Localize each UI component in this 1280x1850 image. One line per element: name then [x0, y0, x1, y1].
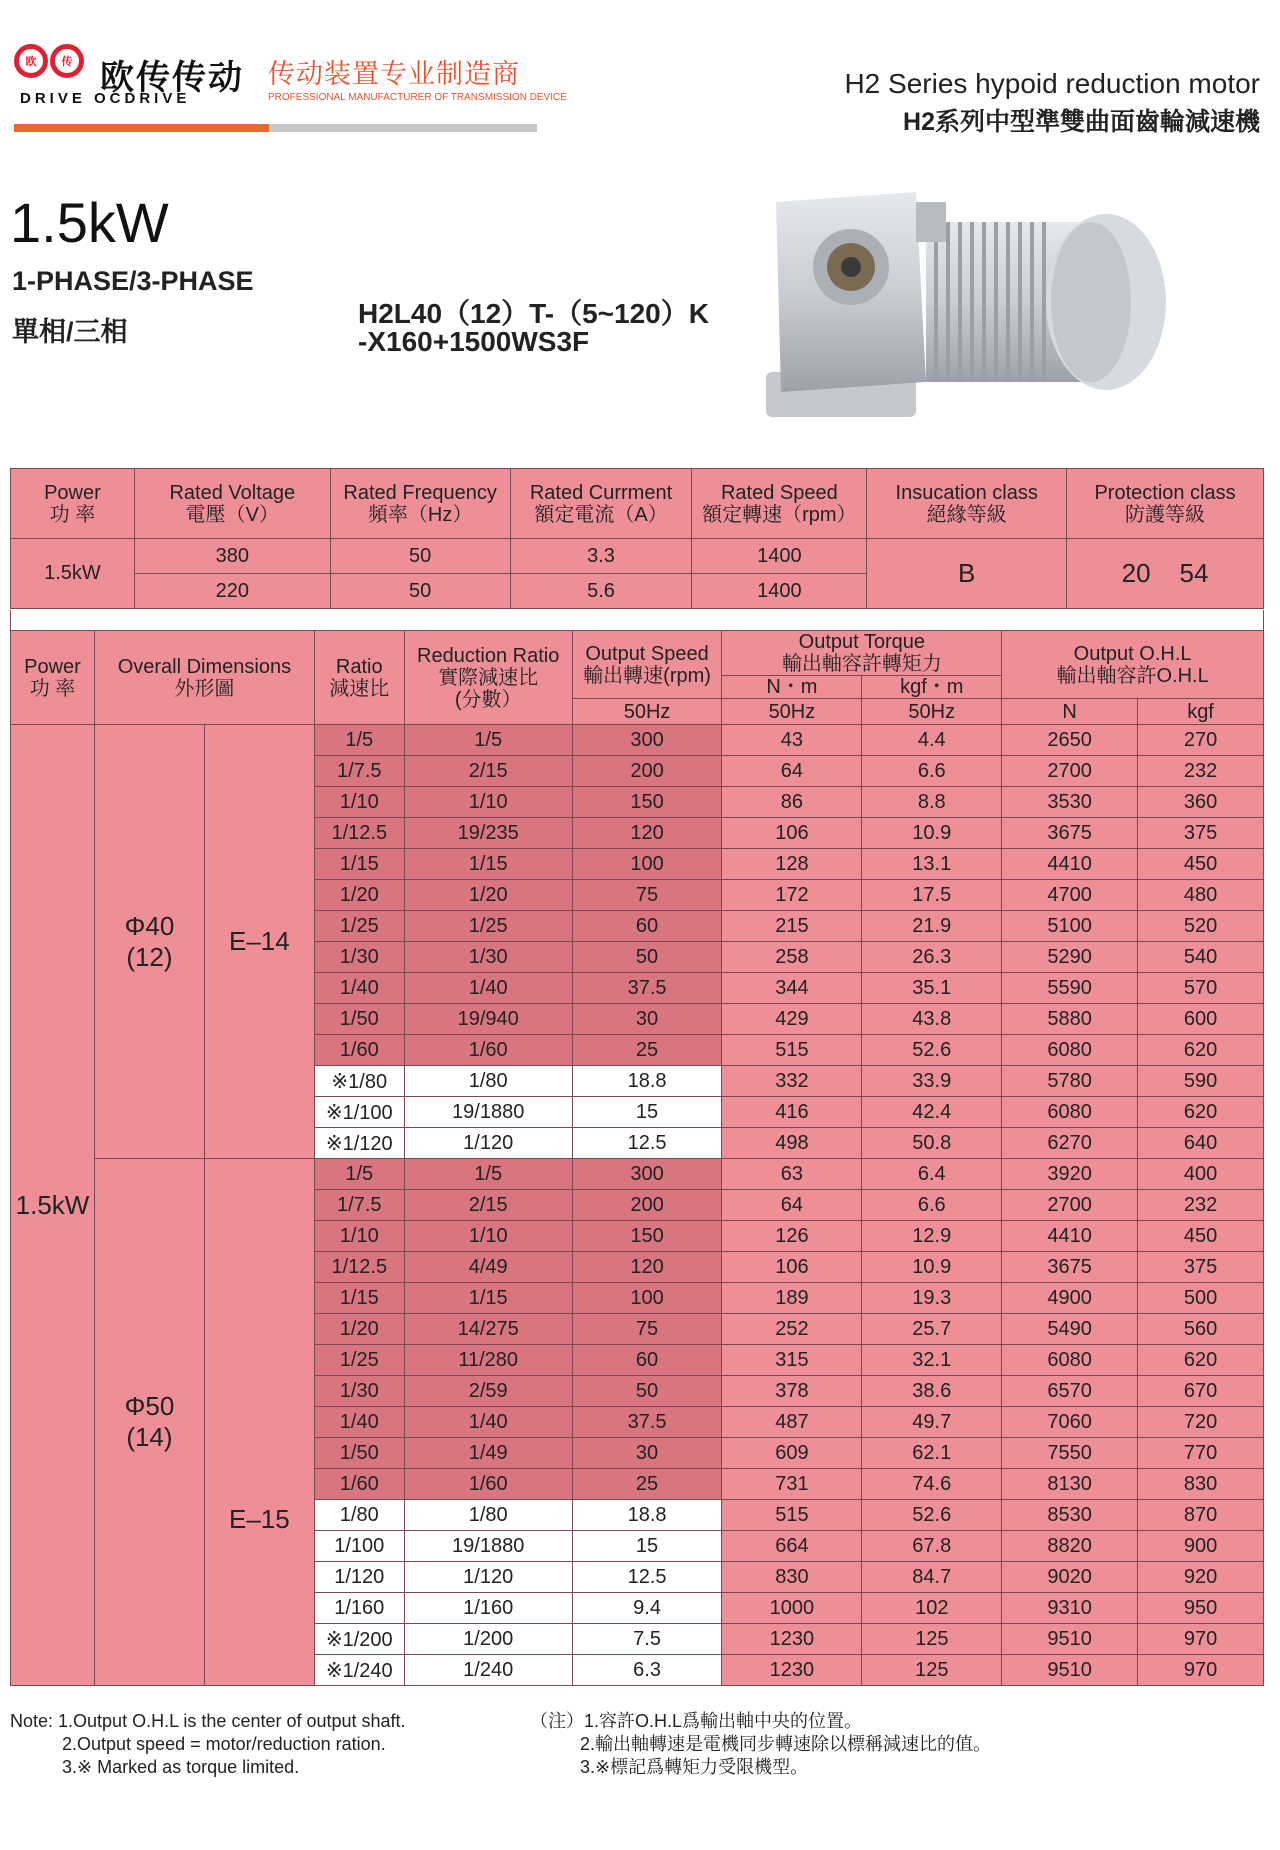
model-code-line2: -X160+1500WS3F [358, 326, 590, 357]
torque-nm-cell: 86 [722, 787, 862, 818]
ratio-cell: 1/7.5 [314, 756, 404, 787]
ratio-cell: 1/15 [314, 849, 404, 880]
ohl-n-cell: 2650 [1002, 725, 1138, 756]
torque-nm-cell: 1000 [722, 1593, 862, 1624]
ohl-n-cell: 5780 [1002, 1066, 1138, 1097]
model-code-line1: H2L40（12）T-（5~120）K [358, 298, 709, 329]
torque-kgfm-cell: 125 [862, 1655, 1002, 1686]
torque-nm-cell: 498 [722, 1128, 862, 1159]
series-title-en: H2 Series hypoid reduction motor [844, 68, 1260, 99]
rating-insulation: B [867, 539, 1067, 609]
note-line: 3.※標記爲轉矩力受限機型。 [580, 1757, 809, 1777]
speed-cell: 37.5 [572, 973, 722, 1004]
dimension-code: E–15 [204, 1159, 314, 1686]
note-line: 2.Output speed = motor/reduction ration. [62, 1734, 386, 1754]
ohl-n-cell: 6270 [1002, 1128, 1138, 1159]
speed-cell: 12.5 [572, 1128, 722, 1159]
torque-nm-cell: 344 [722, 973, 862, 1004]
reduction-cell: 2/59 [404, 1376, 572, 1407]
ratio-cell: 1/10 [314, 1221, 404, 1252]
note-line: （注）1.容許O.H.L爲輸出軸中央的位置。 [530, 1711, 863, 1731]
reduction-cell: 4/49 [404, 1252, 572, 1283]
ratio-cell: 1/10 [314, 787, 404, 818]
ratio-cell: 1/12.5 [314, 1252, 404, 1283]
ratio-cell: 1/60 [314, 1035, 404, 1066]
ohl-kgf-cell: 360 [1138, 787, 1264, 818]
reduction-cell: 1/60 [404, 1035, 572, 1066]
ohl-n-cell: 3920 [1002, 1159, 1138, 1190]
rating-frequency: 50 [330, 574, 510, 609]
ohl-kgf-cell: 640 [1138, 1128, 1264, 1159]
torque-nm-cell: 416 [722, 1097, 862, 1128]
speed-cell: 30 [572, 1438, 722, 1469]
torque-nm-cell: 215 [722, 911, 862, 942]
ohl-n-cell: 9020 [1002, 1562, 1138, 1593]
spec-header-ohl-n: N [1002, 699, 1138, 725]
speed-cell: 100 [572, 849, 722, 880]
torque-kgfm-cell: 42.4 [862, 1097, 1002, 1128]
torque-kgfm-cell: 49.7 [862, 1407, 1002, 1438]
torque-kgfm-cell: 21.9 [862, 911, 1002, 942]
reduction-cell: 1/25 [404, 911, 572, 942]
speed-cell: 75 [572, 1314, 722, 1345]
rating-header-frequency: Rated Frequency 頻率（Hz） [330, 469, 510, 539]
ohl-n-cell: 6080 [1002, 1097, 1138, 1128]
ratio-cell: 1/30 [314, 1376, 404, 1407]
speed-cell: 300 [572, 725, 722, 756]
ohl-kgf-cell: 375 [1138, 818, 1264, 849]
ratio-cell: ※1/100 [314, 1097, 404, 1128]
reduction-cell: 1/240 [404, 1655, 572, 1686]
rating-current: 5.6 [510, 574, 692, 609]
torque-nm-cell: 487 [722, 1407, 862, 1438]
speed-cell: 15 [572, 1097, 722, 1128]
rating-speed: 1400 [692, 574, 867, 609]
speed-cell: 6.3 [572, 1655, 722, 1686]
torque-nm-cell: 63 [722, 1159, 862, 1190]
torque-nm-cell: 64 [722, 1190, 862, 1221]
ohl-kgf-cell: 450 [1138, 849, 1264, 880]
rating-table [10, 468, 1264, 609]
ohl-n-cell: 8130 [1002, 1469, 1138, 1500]
ohl-kgf-cell: 770 [1138, 1438, 1264, 1469]
spec-header-torque: Output Torque 輸出軸容許轉矩力 [722, 631, 1002, 676]
spec-power: 1.5kW [11, 725, 95, 1686]
ohl-n-cell: 9510 [1002, 1655, 1138, 1686]
spec-header-torque-hz: 50Hz [722, 699, 862, 725]
ohl-n-cell: 9510 [1002, 1624, 1138, 1655]
note-line: 2.輸出軸轉速是電機同步轉速除以標稱減速比的值。 [580, 1734, 992, 1754]
ohl-kgf-cell: 870 [1138, 1500, 1264, 1531]
torque-kgfm-cell: 13.1 [862, 849, 1002, 880]
ratio-cell: 1/40 [314, 1407, 404, 1438]
reduction-cell: 14/275 [404, 1314, 572, 1345]
logo-gear-right-icon: 传 [50, 44, 84, 78]
header-bar-grey [269, 124, 537, 132]
ohl-kgf-cell: 480 [1138, 880, 1264, 911]
spec-header-nm: N・m [722, 676, 862, 699]
reduction-cell: 1/10 [404, 1221, 572, 1252]
ohl-kgf-cell: 830 [1138, 1469, 1264, 1500]
ohl-n-cell: 3675 [1002, 1252, 1138, 1283]
ohl-n-cell: 6080 [1002, 1345, 1138, 1376]
ratio-cell: ※1/200 [314, 1624, 404, 1655]
reduction-cell: 1/5 [404, 725, 572, 756]
ohl-kgf-cell: 670 [1138, 1376, 1264, 1407]
torque-kgfm-cell: 17.5 [862, 880, 1002, 911]
torque-nm-cell: 172 [722, 880, 862, 911]
torque-nm-cell: 609 [722, 1438, 862, 1469]
tagline-en: PROFESSIONAL MANUFACTURER OF TRANSMISSION DEVICE [268, 92, 567, 103]
speed-cell: 12.5 [572, 1562, 722, 1593]
spec-header-row [11, 631, 1264, 676]
torque-kgfm-cell: 33.9 [862, 1066, 1002, 1097]
brand-name-cn: 欧传传动 [100, 59, 244, 97]
ratio-cell: 1/25 [314, 1345, 404, 1376]
table-divider [10, 610, 1264, 632]
reduction-cell: 2/15 [404, 756, 572, 787]
rating-header-voltage: Rated Voltage 電壓（V） [134, 469, 330, 539]
torque-nm-cell: 332 [722, 1066, 862, 1097]
ohl-n-cell: 6080 [1002, 1035, 1138, 1066]
rating-frequency: 50 [330, 539, 510, 574]
rating-header-row [11, 469, 1264, 539]
reduction-cell: 1/120 [404, 1128, 572, 1159]
torque-nm-cell: 1230 [722, 1655, 862, 1686]
ratio-cell: 1/80 [314, 1500, 404, 1531]
torque-kgfm-cell: 6.4 [862, 1159, 1002, 1190]
ratio-cell: 1/100 [314, 1531, 404, 1562]
rating-row [11, 539, 1264, 574]
ohl-n-cell: 3675 [1002, 818, 1138, 849]
rating-power: 1.5kW [11, 539, 135, 609]
ohl-n-cell: 3530 [1002, 787, 1138, 818]
ratio-cell: ※1/80 [314, 1066, 404, 1097]
torque-nm-cell: 731 [722, 1469, 862, 1500]
ratio-cell: 1/160 [314, 1593, 404, 1624]
ratio-cell: 1/30 [314, 942, 404, 973]
speed-cell: 18.8 [572, 1066, 722, 1097]
reduction-cell: 1/160 [404, 1593, 572, 1624]
ohl-kgf-cell: 232 [1138, 756, 1264, 787]
speed-cell: 60 [572, 911, 722, 942]
torque-kgfm-cell: 43.8 [862, 1004, 1002, 1035]
speed-cell: 9.4 [572, 1593, 722, 1624]
speed-cell: 100 [572, 1283, 722, 1314]
spec-header-torque-hz: 50Hz [862, 699, 1002, 725]
spec-header-speed: Output Speed 輸出轉速(rpm) [572, 631, 722, 699]
ohl-n-cell: 2700 [1002, 756, 1138, 787]
spec-header-ohl: Output O.H.L 輸出軸容許O.H.L [1002, 631, 1264, 699]
reduction-cell: 1/200 [404, 1624, 572, 1655]
torque-nm-cell: 515 [722, 1500, 862, 1531]
spec-table [10, 630, 1264, 1686]
ohl-kgf-cell: 540 [1138, 942, 1264, 973]
ohl-n-cell: 5100 [1002, 911, 1138, 942]
ohl-kgf-cell: 400 [1138, 1159, 1264, 1190]
speed-cell: 120 [572, 818, 722, 849]
ohl-n-cell: 9310 [1002, 1593, 1138, 1624]
ohl-kgf-cell: 950 [1138, 1593, 1264, 1624]
reduction-cell: 1/30 [404, 942, 572, 973]
spec-header-ratio: Ratio 減速比 [314, 631, 404, 725]
spec-row [11, 725, 1264, 756]
torque-kgfm-cell: 10.9 [862, 1252, 1002, 1283]
rating-voltage: 380 [134, 539, 330, 574]
torque-nm-cell: 515 [722, 1035, 862, 1066]
ohl-n-cell: 4410 [1002, 849, 1138, 880]
ratio-cell: 1/50 [314, 1438, 404, 1469]
torque-kgfm-cell: 26.3 [862, 942, 1002, 973]
reduction-cell: 11/280 [404, 1345, 572, 1376]
ratio-cell: 1/5 [314, 1159, 404, 1190]
torque-kgfm-cell: 84.7 [862, 1562, 1002, 1593]
reduction-cell: 19/1880 [404, 1097, 572, 1128]
brand-logo-icon [14, 40, 94, 90]
reduction-cell: 2/15 [404, 1190, 572, 1221]
torque-nm-cell: 830 [722, 1562, 862, 1593]
torque-nm-cell: 1230 [722, 1624, 862, 1655]
ratio-cell: 1/5 [314, 725, 404, 756]
torque-nm-cell: 378 [722, 1376, 862, 1407]
torque-nm-cell: 429 [722, 1004, 862, 1035]
torque-kgfm-cell: 10.9 [862, 818, 1002, 849]
speed-cell: 7.5 [572, 1624, 722, 1655]
ohl-n-cell: 8530 [1002, 1500, 1138, 1531]
torque-kgfm-cell: 8.8 [862, 787, 1002, 818]
spec-header-power: Power 功 率 [11, 631, 95, 725]
reduction-cell: 19/1880 [404, 1531, 572, 1562]
reduction-cell: 1/20 [404, 880, 572, 911]
ratio-cell: ※1/120 [314, 1128, 404, 1159]
torque-nm-cell: 43 [722, 725, 862, 756]
speed-cell: 60 [572, 1345, 722, 1376]
torque-kgfm-cell: 38.6 [862, 1376, 1002, 1407]
ohl-kgf-cell: 900 [1138, 1531, 1264, 1562]
ohl-n-cell: 5880 [1002, 1004, 1138, 1035]
spec-row [11, 1159, 1264, 1190]
ratio-cell: 1/20 [314, 1314, 404, 1345]
note-line: 3.※ Marked as torque limited. [62, 1757, 300, 1777]
spec-table-body [11, 725, 1264, 1686]
torque-kgfm-cell: 67.8 [862, 1531, 1002, 1562]
reduction-cell: 19/235 [404, 818, 572, 849]
ohl-kgf-cell: 970 [1138, 1655, 1264, 1686]
torque-kgfm-cell: 125 [862, 1624, 1002, 1655]
reduction-cell: 1/15 [404, 849, 572, 880]
ohl-kgf-cell: 920 [1138, 1562, 1264, 1593]
gear-motor-image [766, 182, 1176, 420]
ohl-kgf-cell: 500 [1138, 1283, 1264, 1314]
ratio-cell: 1/20 [314, 880, 404, 911]
rating-protection: 20 54 [1067, 539, 1264, 609]
torque-nm-cell: 126 [722, 1221, 862, 1252]
torque-nm-cell: 106 [722, 1252, 862, 1283]
tagline-cn: 传动装置专业制造商 [268, 59, 520, 89]
speed-cell: 75 [572, 880, 722, 911]
torque-nm-cell: 64 [722, 756, 862, 787]
ohl-kgf-cell: 620 [1138, 1345, 1264, 1376]
page-header [0, 0, 1280, 140]
ohl-n-cell: 2700 [1002, 1190, 1138, 1221]
ratio-cell: 1/50 [314, 1004, 404, 1035]
dimension-shaft: Φ50 (14) [94, 1159, 204, 1686]
ohl-kgf-cell: 375 [1138, 1252, 1264, 1283]
dimension-shaft: Φ40 (12) [94, 725, 204, 1159]
torque-kgfm-cell: 6.6 [862, 1190, 1002, 1221]
ohl-kgf-cell: 560 [1138, 1314, 1264, 1345]
torque-kgfm-cell: 12.9 [862, 1221, 1002, 1252]
torque-kgfm-cell: 62.1 [862, 1438, 1002, 1469]
ohl-n-cell: 8820 [1002, 1531, 1138, 1562]
ohl-kgf-cell: 970 [1138, 1624, 1264, 1655]
torque-kgfm-cell: 35.1 [862, 973, 1002, 1004]
torque-kgfm-cell: 25.7 [862, 1314, 1002, 1345]
notes-cn [530, 1710, 991, 1779]
ohl-kgf-cell: 232 [1138, 1190, 1264, 1221]
dimension-code: E–14 [204, 725, 314, 1159]
torque-nm-cell: 106 [722, 818, 862, 849]
reduction-cell: 1/40 [404, 973, 572, 1004]
rating-header-speed: Rated Speed 額定轉速（rpm） [692, 469, 867, 539]
ohl-kgf-cell: 570 [1138, 973, 1264, 1004]
reduction-cell: 1/120 [404, 1562, 572, 1593]
spec-header-speed-hz: 50Hz [572, 699, 722, 725]
torque-kgfm-cell: 52.6 [862, 1500, 1002, 1531]
power-title: 1.5kW [10, 191, 169, 254]
reduction-cell: 1/10 [404, 787, 572, 818]
note-line: Note: 1.Output O.H.L is the center of output shaft. [10, 1711, 406, 1731]
speed-cell: 150 [572, 787, 722, 818]
spec-header-ohl-kgf: kgf [1138, 699, 1264, 725]
reduction-cell: 1/15 [404, 1283, 572, 1314]
rating-speed: 1400 [692, 539, 867, 574]
notes-en [10, 1710, 406, 1779]
ratio-cell: 1/40 [314, 973, 404, 1004]
ohl-n-cell: 4700 [1002, 880, 1138, 911]
torque-nm-cell: 258 [722, 942, 862, 973]
speed-cell: 37.5 [572, 1407, 722, 1438]
ohl-kgf-cell: 270 [1138, 725, 1264, 756]
torque-kgfm-cell: 102 [862, 1593, 1002, 1624]
rating-header-protection: Protection class 防護等級 [1067, 469, 1264, 539]
reduction-cell: 19/940 [404, 1004, 572, 1035]
speed-cell: 15 [572, 1531, 722, 1562]
reduction-cell: 1/49 [404, 1438, 572, 1469]
phase-en: 1-PHASE/3-PHASE [12, 266, 254, 296]
torque-kgfm-cell: 4.4 [862, 725, 1002, 756]
reduction-cell: 1/60 [404, 1469, 572, 1500]
reduction-cell: 1/80 [404, 1500, 572, 1531]
ohl-n-cell: 4410 [1002, 1221, 1138, 1252]
logo-gear-left-icon: 欧 [14, 44, 48, 78]
torque-nm-cell: 315 [722, 1345, 862, 1376]
ohl-kgf-cell: 520 [1138, 911, 1264, 942]
reduction-cell: 1/40 [404, 1407, 572, 1438]
speed-cell: 200 [572, 1190, 722, 1221]
brand-name-en: DRIVE OCDRIVE [20, 90, 191, 107]
rating-header-insulation: Insucation class 絕緣等級 [867, 469, 1067, 539]
spec-header-reduction: Reduction Ratio 實際減速比 (分數） [404, 631, 572, 725]
speed-cell: 50 [572, 942, 722, 973]
speed-cell: 150 [572, 1221, 722, 1252]
series-title-cn: H2系列中型準雙曲面齒輪減速機 [903, 108, 1260, 136]
speed-cell: 18.8 [572, 1500, 722, 1531]
rating-voltage: 220 [134, 574, 330, 609]
reduction-cell: 1/5 [404, 1159, 572, 1190]
torque-kgfm-cell: 74.6 [862, 1469, 1002, 1500]
ohl-n-cell: 5590 [1002, 973, 1138, 1004]
speed-cell: 25 [572, 1035, 722, 1066]
ohl-n-cell: 5490 [1002, 1314, 1138, 1345]
ohl-n-cell: 6570 [1002, 1376, 1138, 1407]
speed-cell: 120 [572, 1252, 722, 1283]
rating-current: 3.3 [510, 539, 692, 574]
torque-kgfm-cell: 19.3 [862, 1283, 1002, 1314]
ratio-cell: 1/15 [314, 1283, 404, 1314]
torque-nm-cell: 664 [722, 1531, 862, 1562]
ohl-n-cell: 7550 [1002, 1438, 1138, 1469]
rating-header-power: Power 功 率 [11, 469, 135, 539]
header-bar-accent [14, 124, 269, 132]
torque-nm-cell: 252 [722, 1314, 862, 1345]
speed-cell: 300 [572, 1159, 722, 1190]
ohl-n-cell: 7060 [1002, 1407, 1138, 1438]
speed-cell: 25 [572, 1469, 722, 1500]
ratio-cell: 1/120 [314, 1562, 404, 1593]
ohl-kgf-cell: 600 [1138, 1004, 1264, 1035]
spec-header-kgfm: kgf・m [862, 676, 1002, 699]
torque-kgfm-cell: 52.6 [862, 1035, 1002, 1066]
rating-header-current: Rated Currment 額定電流（A） [510, 469, 692, 539]
ratio-cell: 1/25 [314, 911, 404, 942]
ohl-kgf-cell: 620 [1138, 1035, 1264, 1066]
torque-nm-cell: 128 [722, 849, 862, 880]
torque-kgfm-cell: 6.6 [862, 756, 1002, 787]
torque-kgfm-cell: 32.1 [862, 1345, 1002, 1376]
ohl-n-cell: 5290 [1002, 942, 1138, 973]
ratio-cell: 1/12.5 [314, 818, 404, 849]
ohl-kgf-cell: 720 [1138, 1407, 1264, 1438]
torque-nm-cell: 189 [722, 1283, 862, 1314]
speed-cell: 200 [572, 756, 722, 787]
ratio-cell: 1/7.5 [314, 1190, 404, 1221]
speed-cell: 30 [572, 1004, 722, 1035]
ratio-cell: ※1/240 [314, 1655, 404, 1686]
ohl-kgf-cell: 590 [1138, 1066, 1264, 1097]
phase-cn: 單相/三相 [12, 317, 128, 347]
ratio-cell: 1/60 [314, 1469, 404, 1500]
speed-cell: 50 [572, 1376, 722, 1407]
ohl-n-cell: 4900 [1002, 1283, 1138, 1314]
torque-kgfm-cell: 50.8 [862, 1128, 1002, 1159]
ohl-kgf-cell: 450 [1138, 1221, 1264, 1252]
ohl-kgf-cell: 620 [1138, 1097, 1264, 1128]
reduction-cell: 1/80 [404, 1066, 572, 1097]
spec-header-dimensions: Overall Dimensions 外形圖 [94, 631, 314, 725]
